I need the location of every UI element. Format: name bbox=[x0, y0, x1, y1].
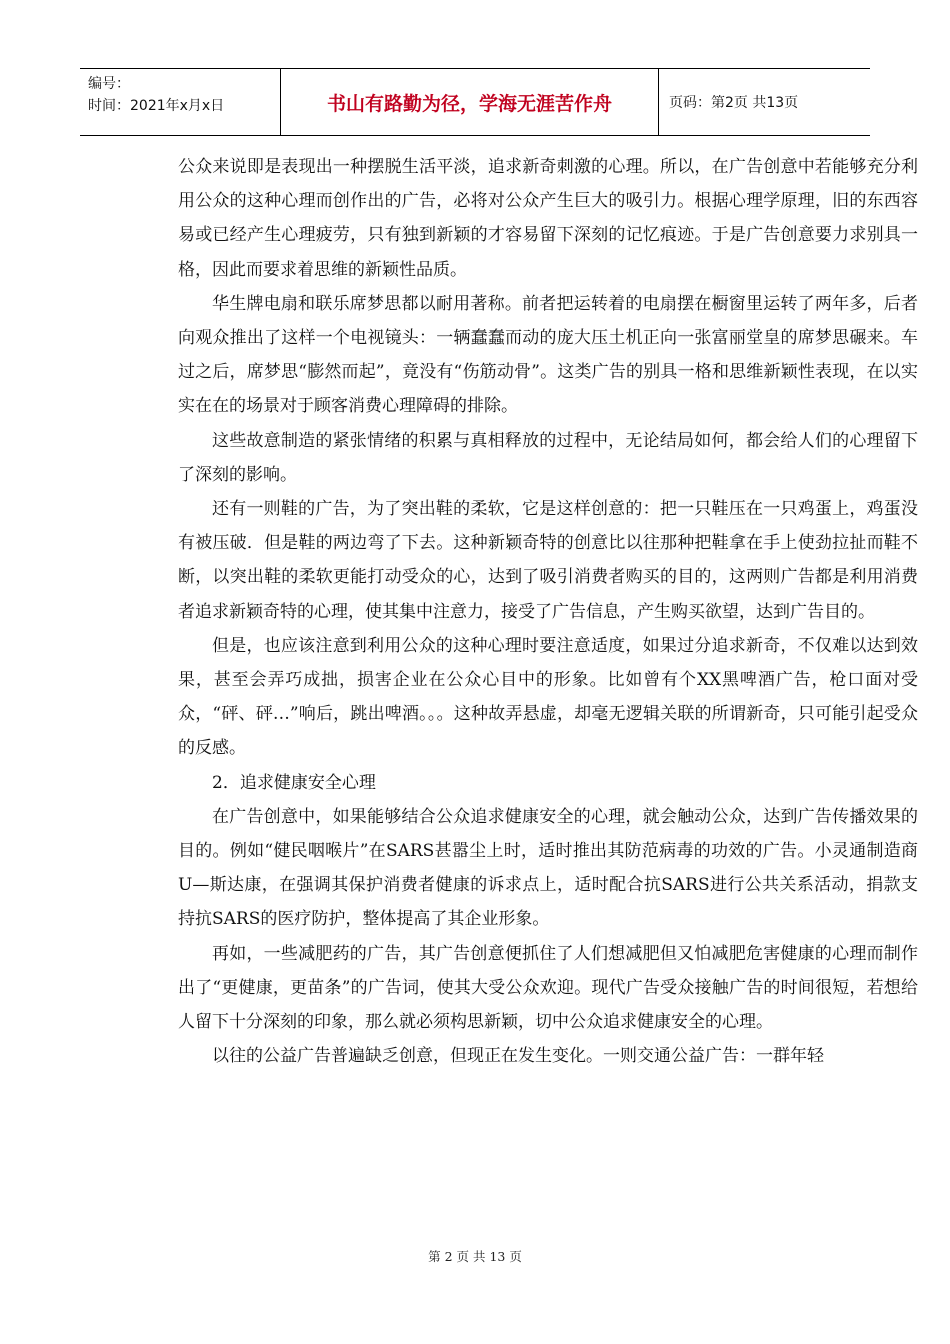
paragraph: 但是，也应该注意到利用公众的这种心理时要注意适度，如果过分追求新奇，不仅难以达到效果，甚至会弄巧成拙，损害企业在公众心目中的形象。比如曾有个XX黑啤酒广告，枪口面对受众，“砰、砰…”响后，跳出啤酒。。。这种故弄悬虚，却毫无逻辑关联的所谓新奇，只可能引起受众的反感。 bbox=[178, 635, 918, 759]
page-info: 页码：第2页 共13页 bbox=[669, 95, 799, 111]
section-heading: 2．追求健康安全心理 bbox=[212, 772, 376, 793]
document-body bbox=[178, 150, 918, 1073]
paragraph-continued: 公众来说即是表现出一种摆脱生活平淡，追求新奇刺激的心理。所以，在广告创意中若能够充分利用公众的这种心理而创作出的广告，必将对公众产生巨大的吸引力。根据心理学原理，旧的东西容易或已经产生心理疲劳，只有独到新颖的才容易留下深刻的记忆痕迹。于是广告创意要力求别具一格，因此而要求着思维的新颖性品质。 bbox=[178, 157, 918, 280]
paragraph: 在广告创意中，如果能够结合公众追求健康安全的心理，就会触动公众，达到广告传播效果的目的。例如“健民咽喉片”在SARS甚嚣尘上时，适时推出其防范病毒的功效的广告。小灵通制造商U—斯达康，在强调其保护消费者健康的诉求点上，适时配合抗SARS进行公共关系活动，捐款支持抗SARS的医疗防护，整体提高了其企业形象。 bbox=[178, 806, 918, 930]
header-motto-cell bbox=[281, 69, 659, 135]
paragraph: 这些故意制造的紧张情绪的积累与真相释放的过程中，无论结局如何，都会给人们的心理留下了深刻的影响。 bbox=[178, 430, 918, 485]
date-line: 时间：2021年x月x日 bbox=[88, 98, 225, 114]
header-page-cell bbox=[659, 69, 870, 135]
paragraph: 还有一则鞋的广告，为了突出鞋的柔软，它是这样创意的：把一只鞋压在一只鸡蛋上，鸡蛋没有被压破．但是鞋的两边弯了下去。这种新颖奇特的创意比以往那种把鞋拿在手上使劲拉扯而鞋不断，以突出鞋的柔软更能打动受众的心，达到了吸引消费者购买的目的，这两则广告都是利用消费者追求新颖奇特的心理，使其集中注意力，接受了广告信息，产生购买欲望，达到广告目的。 bbox=[178, 499, 918, 622]
motto-text: 书山有路勤为径，学海无涯苦作舟 bbox=[326, 92, 612, 115]
document-header bbox=[80, 68, 870, 136]
header-meta-cell bbox=[80, 69, 281, 135]
paragraph: 以往的公益广告普遍缺乏创意，但现正在发生变化。一则交通公益广告：一群年轻 bbox=[212, 1046, 824, 1067]
number-label: 编号： bbox=[88, 76, 130, 92]
page-footer bbox=[0, 1247, 950, 1265]
footer-page-number: 第 2 页 共 13 页 bbox=[428, 1249, 522, 1264]
paragraph: 再如，一些减肥药的广告，其广告创意便抓住了人们想减肥但又怕减肥危害健康的心理而制作出了“更健康，更苗条”的广告词，使其大受公众欢迎。现代广告受众接触广告的时间很短，若想给人留下十分深刻的印象，那么就必须构思新颖，切中公众追求健康安全的心理。 bbox=[178, 943, 918, 1033]
paragraph: 华生牌电扇和联乐席梦思都以耐用著称。前者把运转着的电扇摆在橱窗里运转了两年多，后者向观众推出了这样一个电视镜头：一辆蠢蠢而动的庞大压土机正向一张富丽堂皇的席梦思碾来。车过之后，席梦思“膨然而起”，竟没有“伤筋动骨”。这类广告的别具一格和思维新颖性表现，在以实实在在的场景对于顾客消费心理障碍的排除。 bbox=[178, 293, 918, 417]
